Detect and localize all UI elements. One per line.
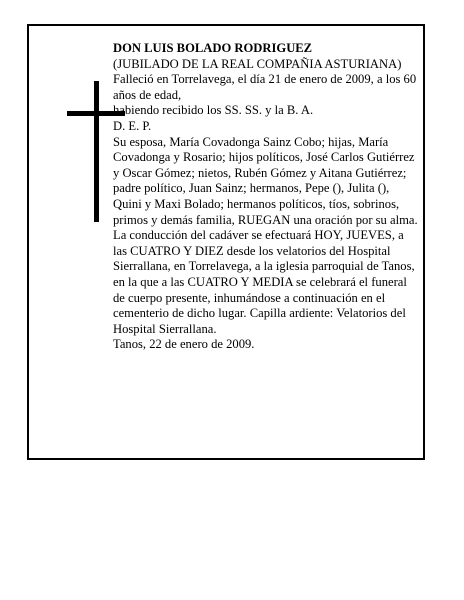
cross-icon (94, 81, 99, 222)
death-line: Falleció en Torrelavega, el día 21 de enero de 2009, a los 60 años de edad, (113, 72, 417, 102)
dep-line: D. E. P. (113, 118, 152, 133)
sacraments-line: habiendo recibido los SS. SS. y la B. A. (113, 103, 314, 118)
deceased-title: (JUBILADO DE LA REAL COMPAÑIA ASTURIANA) (113, 56, 402, 71)
closing-line: Tanos, 22 de enero de 2009. (113, 337, 255, 352)
notice-text (113, 41, 420, 353)
deceased-name: DON LUIS BOLADO RODRIGUEZ (113, 41, 313, 55)
notice-body: Su esposa, María Covadonga Sainz Cobo; hijas, María Covadonga y Rosario; hijos políticos, José Carlos Gutiérrez y Oscar Gómez; nietos, Rubén Gómez y Aitana Gutiérrez; padre político, Juan Sainz; hermanos, Pepe (), Julita (), Quini y Maxi Bolado; hermanos políticos, tíos, sobrinos, primos y demás familia, RUEGAN una oración por su alma. La conducción del cadáver se efectuará HOY, JUEVES, a las CUATRO Y DIEZ desde los velatorios del Hospital Sierrallana, en Torrelavega, a la iglesia parroquial de Tanos, en la que a las CUATRO Y MEDIA se celebrará el funeral de cuerpo presente, inhumándose a continuación en el cementerio de dicho lugar. Capilla ardiente: Velatorios del Hospital Sierrallana. (113, 134, 418, 336)
